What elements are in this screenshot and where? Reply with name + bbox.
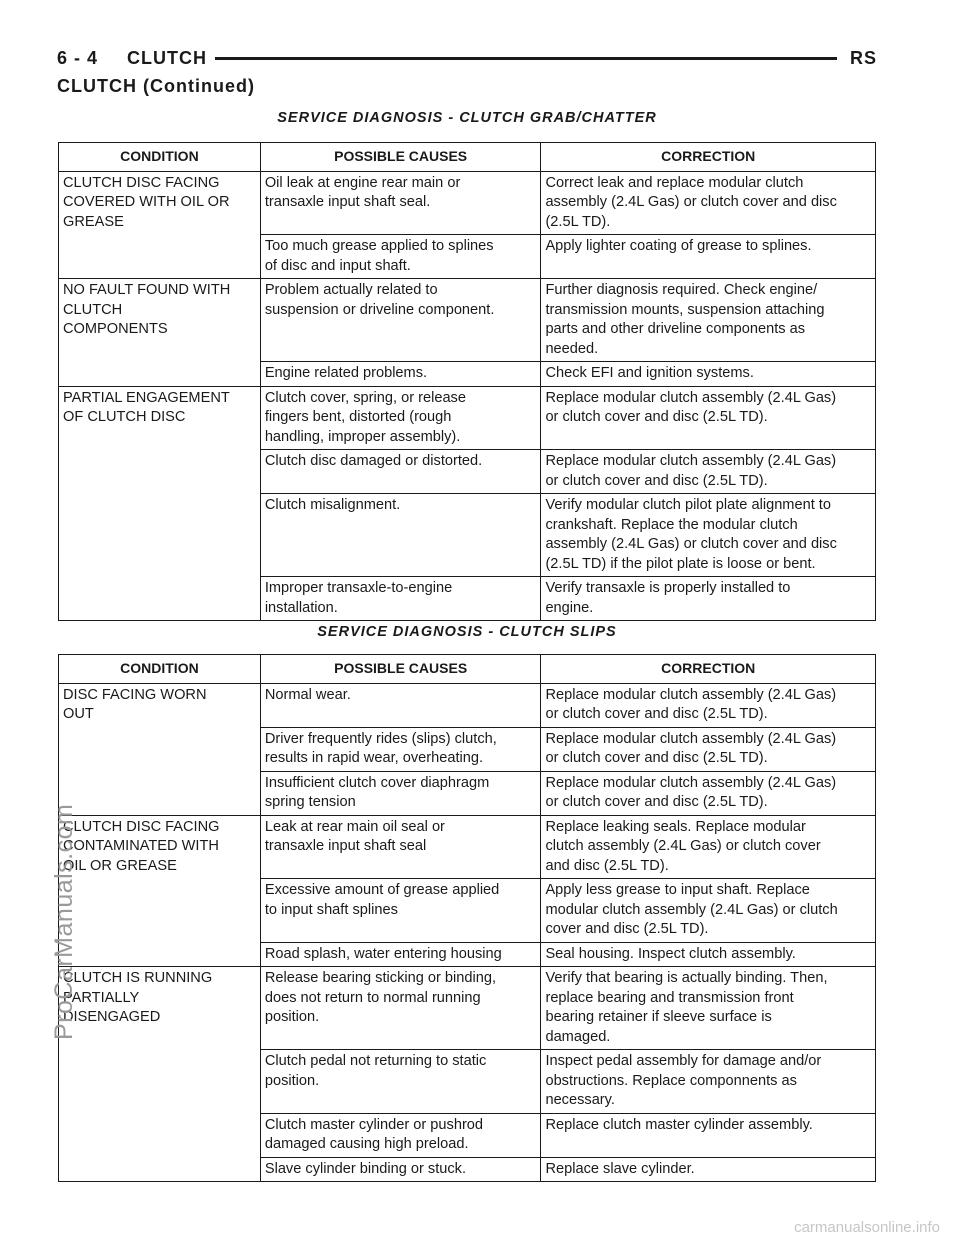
column-header-correction: CORRECTION bbox=[541, 655, 876, 684]
correction-cell: Replace slave cylinder. bbox=[541, 1157, 876, 1182]
correction-cell: Apply lighter coating of grease to splines. bbox=[541, 235, 876, 279]
cause-cell: Too much grease applied to splines of disc and input shaft. bbox=[260, 235, 541, 279]
table-row bbox=[59, 683, 876, 727]
cause-cell: Release bearing sticking or binding, does not return to normal running position. bbox=[260, 967, 541, 1050]
cause-cell: Driver frequently rides (slips) clutch, results in rapid wear, overheating. bbox=[260, 727, 541, 771]
condition-cell: CLUTCH DISC FACING COVERED WITH OIL OR GREASE bbox=[59, 171, 261, 279]
cause-cell: Engine related problems. bbox=[260, 362, 541, 387]
cause-cell: Oil leak at engine rear main or transaxle input shaft seal. bbox=[260, 171, 541, 235]
table-title-grab-chatter: SERVICE DIAGNOSIS - CLUTCH GRAB/CHATTER bbox=[277, 110, 657, 126]
table-row bbox=[59, 967, 876, 1050]
page-number: 6 - 4 bbox=[57, 45, 98, 71]
correction-cell: Replace modular clutch assembly (2.4L Gas) or clutch cover and disc (2.5L TD). bbox=[541, 727, 876, 771]
condition-cell: CLUTCH IS RUNNING PARTIALLY DISENGAGED bbox=[59, 967, 261, 1182]
table-title-clutch-slips: SERVICE DIAGNOSIS - CLUTCH SLIPS bbox=[317, 624, 617, 640]
column-header-causes: POSSIBLE CAUSES bbox=[260, 143, 541, 172]
correction-cell: Verify transaxle is properly installed to engine. bbox=[541, 577, 876, 621]
watermark-side: ProCarManuals.com bbox=[50, 803, 78, 1040]
correction-cell: Verify modular clutch pilot plate alignment to crankshaft. Replace the modular clutch assembly (2.4L Gas) or clutch cover and disc (2.5L TD) if the pilot plate is loose or bent. bbox=[541, 494, 876, 577]
correction-cell: Replace modular clutch assembly (2.4L Gas) or clutch cover and disc (2.5L TD). bbox=[541, 683, 876, 727]
correction-cell: Replace modular clutch assembly (2.4L Gas) or clutch cover and disc (2.5L TD). bbox=[541, 771, 876, 815]
cause-cell: Problem actually related to suspension or driveline component. bbox=[260, 279, 541, 362]
correction-cell: Replace clutch master cylinder assembly. bbox=[541, 1113, 876, 1157]
condition-cell: DISC FACING WORN OUT bbox=[59, 683, 261, 815]
table-header-row bbox=[59, 143, 876, 172]
cause-cell: Clutch disc damaged or distorted. bbox=[260, 450, 541, 494]
correction-cell: Further diagnosis required. Check engine/ transmission mounts, suspension attaching parts and other driveline components as needed. bbox=[541, 279, 876, 362]
cause-cell: Normal wear. bbox=[260, 683, 541, 727]
column-header-condition: CONDITION bbox=[59, 655, 261, 684]
cause-cell: Slave cylinder binding or stuck. bbox=[260, 1157, 541, 1182]
table-row bbox=[59, 171, 876, 235]
diagnosis-table-clutch-slips bbox=[58, 654, 876, 1182]
condition-cell: NO FAULT FOUND WITH CLUTCH COMPONENTS bbox=[59, 279, 261, 387]
diagnosis-table-grab-chatter bbox=[58, 142, 876, 621]
correction-cell: Replace leaking seals. Replace modular clutch assembly (2.4L Gas) or clutch cover and disc (2.5L TD). bbox=[541, 815, 876, 879]
section-title: CLUTCH bbox=[127, 45, 215, 71]
column-header-causes: POSSIBLE CAUSES bbox=[260, 655, 541, 684]
correction-cell: Correct leak and replace modular clutch assembly (2.4L Gas) or clutch cover and disc (2.5L TD). bbox=[541, 171, 876, 235]
cause-cell: Improper transaxle-to-engine installation. bbox=[260, 577, 541, 621]
column-header-correction: CORRECTION bbox=[541, 143, 876, 172]
cause-cell: Leak at rear main oil seal or transaxle input shaft seal bbox=[260, 815, 541, 879]
cause-cell: Clutch cover, spring, or release fingers bent, distorted (rough handling, improper assembly). bbox=[260, 386, 541, 450]
cause-cell: Clutch pedal not returning to static position. bbox=[260, 1050, 541, 1114]
table-row bbox=[59, 386, 876, 450]
header-rule bbox=[192, 57, 837, 60]
table-row bbox=[59, 815, 876, 879]
cause-cell: Clutch master cylinder or pushrod damaged causing high preload. bbox=[260, 1113, 541, 1157]
condition-cell: PARTIAL ENGAGEMENT OF CLUTCH DISC bbox=[59, 386, 261, 621]
correction-cell: Inspect pedal assembly for damage and/or obstructions. Replace componnents as necessary. bbox=[541, 1050, 876, 1114]
correction-cell: Apply less grease to input shaft. Replace modular clutch assembly (2.4L Gas) or clutch cover and disc (2.5L TD). bbox=[541, 879, 876, 943]
condition-cell: CLUTCH DISC FACING CONTAMINATED WITH OIL OR GREASE bbox=[59, 815, 261, 967]
column-header-condition: CONDITION bbox=[59, 143, 261, 172]
cause-cell: Excessive amount of grease applied to input shaft splines bbox=[260, 879, 541, 943]
correction-cell: Verify that bearing is actually binding. Then, replace bearing and transmission front bearing retainer if sleeve surface is damaged. bbox=[541, 967, 876, 1050]
correction-cell: Seal housing. Inspect clutch assembly. bbox=[541, 942, 876, 967]
correction-cell: Replace modular clutch assembly (2.4L Gas) or clutch cover and disc (2.5L TD). bbox=[541, 450, 876, 494]
cause-cell: Clutch misalignment. bbox=[260, 494, 541, 577]
cause-cell: Insufficient clutch cover diaphragm spring tension bbox=[260, 771, 541, 815]
correction-cell: Check EFI and ignition systems. bbox=[541, 362, 876, 387]
vehicle-code: RS bbox=[842, 45, 877, 71]
cause-cell: Road splash, water entering housing bbox=[260, 942, 541, 967]
page-header bbox=[57, 45, 877, 71]
table-row bbox=[59, 279, 876, 362]
table-header-row bbox=[59, 655, 876, 684]
correction-cell: Replace modular clutch assembly (2.4L Gas) or clutch cover and disc (2.5L TD). bbox=[541, 386, 876, 450]
watermark-bottom: carmanualsonline.info bbox=[794, 1219, 940, 1236]
continued-heading: CLUTCH (Continued) bbox=[57, 76, 255, 96]
